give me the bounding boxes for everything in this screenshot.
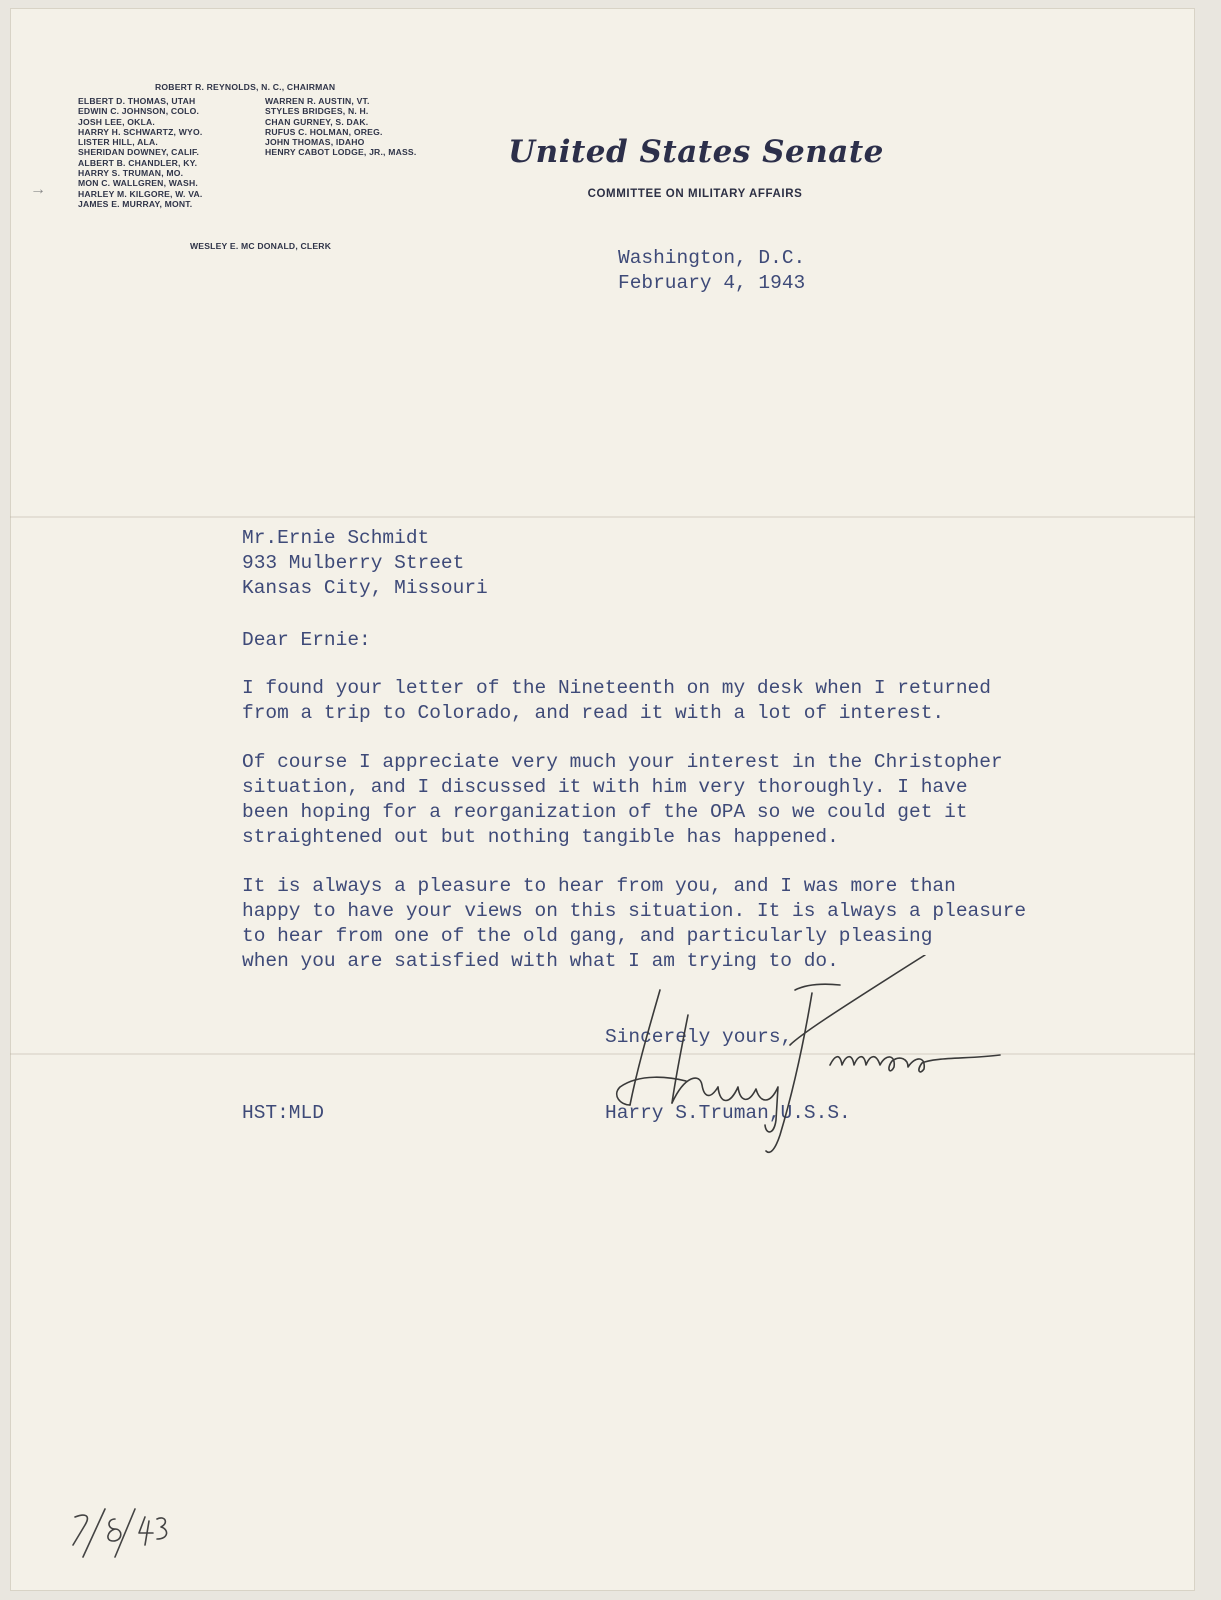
pencil-arrow-mark: → [30,181,46,198]
member-name: WARREN R. AUSTIN, VT. [265,96,370,106]
body-line: Of course I appreciate very much your interest in the Christopher [242,751,1003,773]
body-line: I found your letter of the Nineteenth on my desk when I returned [242,677,991,699]
member-name: LISTER HILL, ALA. [78,137,158,148]
reference-initials: HST:MLD [242,1102,324,1124]
senate-title: United States Senate [508,134,884,170]
committee-name: COMMITTEE ON MILITARY AFFAIRS [587,188,803,200]
body-line: when you are satisfied with what I am trying to do. [242,950,839,972]
member-name: ELBERT D. THOMAS, UTAH [78,96,196,106]
body-line: situation, and I discussed it with him very thoroughly. I have [242,776,968,798]
member-name: CHAN GURNEY, S. DAK. [265,116,369,127]
body-line: to hear from one of the old gang, and particularly pleasing [242,925,933,947]
clerk-line: WESLEY E. MC DONALD, CLERK [190,241,332,251]
body-line: It is always a pleasure to hear from you, and I was more than [242,875,956,897]
member-name: RUFUS C. HOLMAN, OREG. [265,126,383,137]
fold-crease [10,516,1195,518]
member-name: EDWIN C. JOHNSON, COLO. [78,106,200,117]
member-name: HARLEY M. KILGORE, W. VA. [78,188,203,199]
body-line: straightened out but nothing tangible has happened. [242,826,839,848]
member-name: HARRY S. TRUMAN, MO. [78,168,184,179]
member-name: MON C. WALLGREN, WASH. [78,178,198,189]
member-name: STYLES BRIDGES, N. H. [265,106,369,117]
dateline-date: February 4, 1943 [618,272,806,294]
body-line: been hoping for a reorganization of the OPA so we could get it [242,801,968,823]
member-name: ALBERT B. CHANDLER, KY. [78,157,198,168]
handwritten-date [65,1505,175,1565]
signature-typed-name: Harry S.Truman,U.S.S. [605,1102,851,1124]
member-name: HARRY H. SCHWARTZ, WYO. [78,126,203,137]
body-line: from a trip to Colorado, and read it with a lot of interest. [242,702,945,724]
salutation: Dear Ernie: [242,629,371,651]
committee-members-right [265,96,416,158]
chairman-line: ROBERT R. REYNOLDS, N. C., CHAIRMAN [155,82,336,92]
recipient-name: Mr.Ernie Schmidt [242,527,430,549]
member-name: JAMES E. MURRAY, MONT. [78,198,193,209]
committee-members-left [78,96,203,209]
member-name: SHERIDAN DOWNEY, CALIF. [78,147,200,158]
closing: Sincerely yours, [605,1026,793,1048]
member-name: JOHN THOMAS, IDAHO [265,137,365,148]
body-line: happy to have your views on this situation. It is always a pleasure [242,900,1027,922]
recipient-city: Kansas City, Missouri [242,577,488,599]
member-name: JOSH LEE, OKLA. [78,116,156,127]
recipient-street: 933 Mulberry Street [242,552,465,574]
member-name: HENRY CABOT LODGE, JR., MASS. [265,147,417,158]
dateline-place: Washington, D.C. [618,247,806,269]
handwritten-signature [590,955,1030,1165]
